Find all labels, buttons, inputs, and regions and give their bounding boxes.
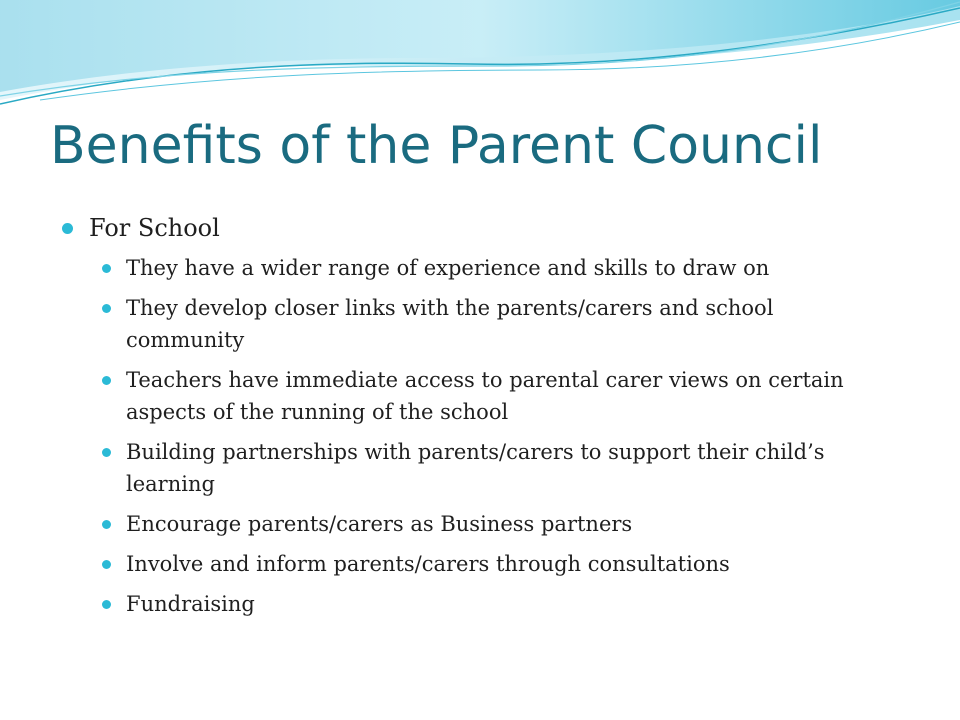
bullet-dot-icon — [102, 560, 111, 569]
slide-title: Benefits of the Parent Council — [50, 116, 823, 176]
slide-content — [62, 210, 922, 628]
list-item-text: Encourage parents/carers as Business partners — [126, 512, 633, 536]
section-heading: For School — [89, 214, 220, 242]
list-item-text: They develop closer links with the parents/carers and school community — [126, 296, 774, 352]
list-item — [102, 508, 922, 540]
bullet-dot-icon — [102, 448, 111, 457]
wave-decoration — [0, 0, 960, 120]
section-bullet — [62, 210, 922, 246]
list-item-text: Teachers have immediate access to parental carer views on certain aspects of the running of the school — [126, 368, 844, 424]
bullet-dot-icon — [102, 600, 111, 609]
bullet-dot-icon — [62, 223, 73, 234]
list-item — [102, 588, 922, 620]
list-item-text: Involve and inform parents/carers through consultations — [126, 552, 730, 576]
list-item-text: They have a wider range of experience and skills to draw on — [126, 256, 770, 280]
list-item — [102, 364, 922, 428]
list-item — [102, 548, 922, 580]
bullet-dot-icon — [102, 264, 111, 273]
list-item-text: Building partnerships with parents/carers to support their child’s learning — [126, 440, 825, 496]
list-item — [102, 252, 922, 284]
bullet-dot-icon — [102, 520, 111, 529]
bullet-dot-icon — [102, 376, 111, 385]
list-item — [102, 436, 922, 500]
list-item — [102, 292, 922, 356]
benefit-list — [62, 252, 922, 620]
list-item-text: Fundraising — [126, 592, 255, 616]
bullet-dot-icon — [102, 304, 111, 313]
